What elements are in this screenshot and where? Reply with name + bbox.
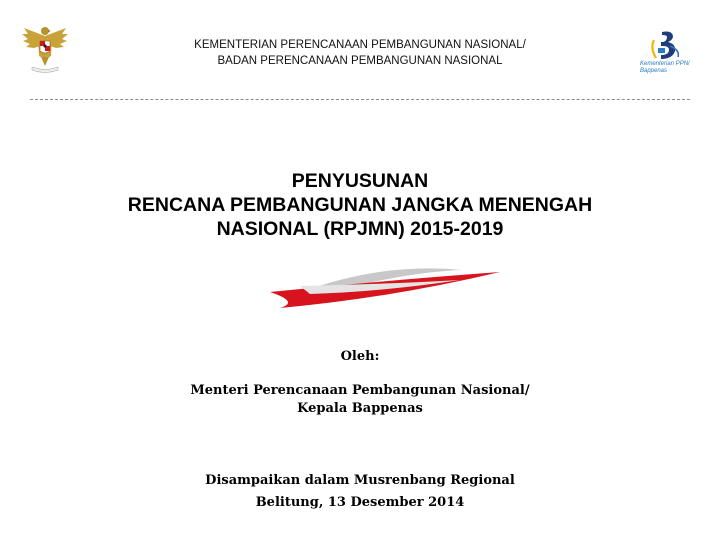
ministry-header: [120, 37, 600, 69]
header-divider: [30, 99, 690, 100]
event-block: [110, 470, 610, 514]
presenter-line1: Menteri Perencanaan Pembangunan Nasional/: [190, 383, 530, 398]
title-line2: RENCANA PEMBANGUNAN JANGKA MENENGAH: [127, 194, 593, 216]
garuda-emblem-icon: [20, 22, 70, 74]
logo-caption-line1: Kementerian PPN/: [640, 61, 690, 67]
by-label: Oleh:: [340, 349, 380, 364]
decorative-swoosh: [0, 250, 720, 330]
presenter-block: [110, 382, 610, 418]
slide-title: [40, 169, 680, 241]
title-line3: NASIONAL (RPJMN) 2015-2019: [216, 218, 504, 240]
logo-caption: [640, 61, 696, 75]
title-line1: PENYUSUNAN: [291, 170, 429, 192]
event-line2: Belitung, 13 Desember 2014: [255, 495, 465, 510]
ministry-name-line1: KEMENTERIAN PERENCANAAN PEMBANGUNAN NASIONAL/: [194, 39, 526, 51]
presenter-line2: Kepala Bappenas: [297, 401, 423, 416]
ministry-name-line2: BADAN PERENCANAAN PEMBANGUNAN NASIONAL: [217, 55, 503, 67]
logo-caption-line2: Bappenas: [640, 68, 668, 74]
event-line1: Disampaikan dalam Musrenbang Regional: [205, 473, 515, 488]
